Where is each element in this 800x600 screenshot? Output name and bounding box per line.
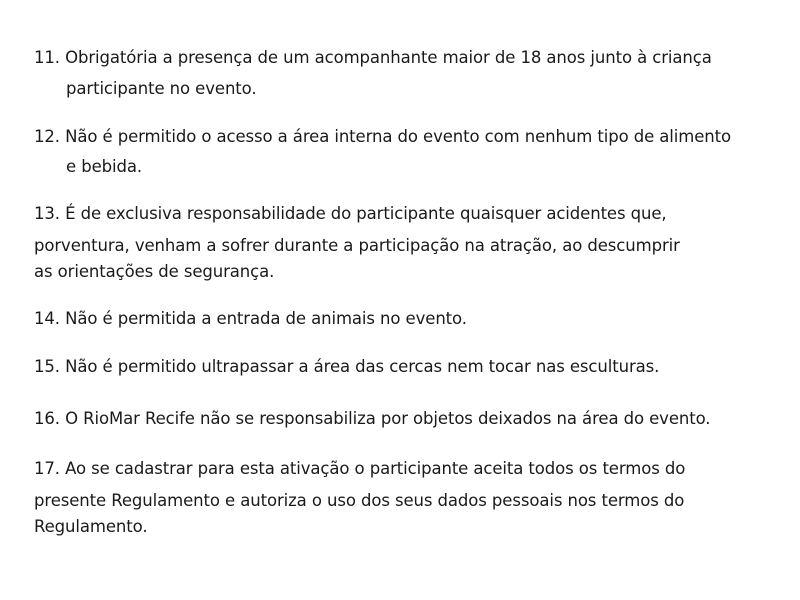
rule-14-line-1 <box>34 309 467 328</box>
rule-12-line-1 <box>34 127 731 146</box>
rule-11-line-2: participante no evento. <box>66 79 257 98</box>
rule-12-text-1: Não é permitido o acesso a área interna do evento com nenhum tipo de alimento <box>65 127 732 146</box>
rule-12-number: 12. <box>34 127 60 146</box>
rule-13-text-1: É de exclusiva responsabilidade do participante quaisquer acidentes que, <box>65 204 667 223</box>
rule-11-number: 11. <box>34 48 60 67</box>
rule-16-text-1: O RioMar Recife não se responsabiliza por objetos deixados na área do evento. <box>65 409 711 428</box>
rule-13-line-3: as orientações de segurança. <box>34 262 275 281</box>
rule-14-text-1: Não é permitida a entrada de animais no evento. <box>65 309 467 328</box>
rule-17-line-2: presente Regulamento e autoriza o uso dos seus dados pessoais nos termos do <box>34 491 685 510</box>
rule-16-line-1 <box>34 409 710 428</box>
rule-11-line-1 <box>34 48 712 67</box>
rule-17-line-3: Regulamento. <box>34 517 148 536</box>
rule-17-line-1 <box>34 459 685 478</box>
rule-17-number: 17. <box>34 459 60 478</box>
rule-14-number: 14. <box>34 309 60 328</box>
rule-13-number: 13. <box>34 204 60 223</box>
rule-15-text-1: Não é permitido ultrapassar a área das cercas nem tocar nas esculturas. <box>65 357 660 376</box>
rule-17-text-1: Ao se cadastrar para esta ativação o participante aceita todos os termos do <box>65 459 686 478</box>
rule-15-number: 15. <box>34 357 60 376</box>
rule-13-line-1 <box>34 204 667 223</box>
rule-13-line-2: porventura, venham a sofrer durante a participação na atração, ao descumprir <box>34 236 680 255</box>
rule-15-line-1 <box>34 357 659 376</box>
rule-16-number: 16. <box>34 409 60 428</box>
rule-11-text-1: Obrigatória a presença de um acompanhante maior de 18 anos junto à criança <box>65 48 712 67</box>
rule-12-line-2: e bebida. <box>66 157 143 176</box>
